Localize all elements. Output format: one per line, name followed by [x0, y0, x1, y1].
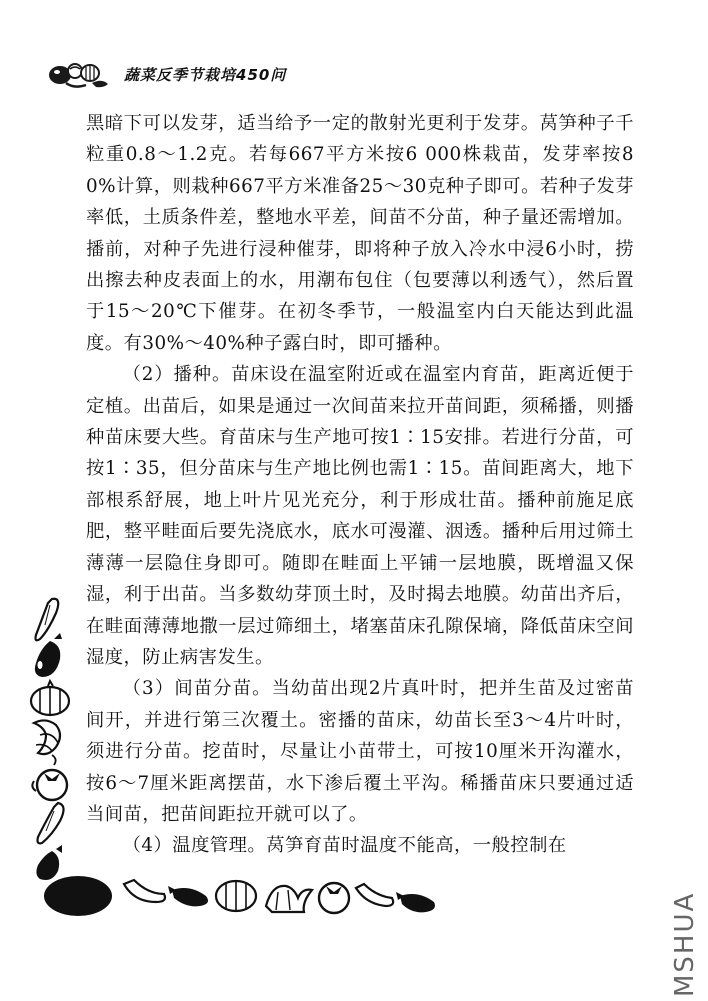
tomato-icon [319, 883, 349, 913]
eggplant-icon [396, 892, 435, 912]
pumpkin-icon [216, 881, 256, 911]
watermark-text: MSHUA [670, 891, 700, 997]
paragraph: （4）温度管理。莴笋育苗时温度不能高，一般控制在 [122, 835, 567, 857]
book-title: 蔬菜反季节栽培450问 [124, 65, 287, 84]
watermark [668, 885, 702, 997]
pumpkin-icon [31, 681, 69, 715]
paragraph: 黑暗下可以发芽，适当给予一定的散射光更利于发芽。莴笋种子千粒重0.8～1.2克。若每667平方米按6 000株栽苗，发芽率按80%计算，则栽种667平方米准备25～30克种子即可。若种子发芽率低，土质条件差，整地水平差，间苗不分苗，种子量还需增加。播前，对种子先进行浸种催芽，即将种子放入冷水中浸6小时，捞出擦去种皮表面上的水，用潮布包住（包要薄以利透气），然后置于15～20℃下催芽。在初冬季节，一般温室内白天能达到此温度。有30%～40%种子露白时，即可播种。 [86, 113, 634, 354]
pepper-cluster-icon [266, 886, 312, 912]
cucumber-icon [38, 803, 64, 843]
body-text [86, 108, 634, 862]
vegetable-cluster-icon [48, 58, 110, 90]
paragraph: （3）间苗分苗。当幼苗出现2片真叶时，把并生苗及过密苗间开，并进行第三次覆土。密播的苗床，幼苗长至3～4片叶时，须进行分苗。挖苗时，尽量让小苗带土，可按10厘米开沟灌水，按6～7厘米距离摆苗，水下渗后覆土平沟。稀播苗床只要通过适当间苗，把苗间距拉开就可以了。 [86, 678, 634, 825]
black-oval-icon [44, 876, 112, 916]
footer-decoration [40, 862, 440, 926]
pepper-cluster-icon [34, 720, 60, 765]
page-header [48, 58, 286, 90]
tomato-icon [32, 770, 67, 800]
cucumber-icon [356, 884, 393, 906]
margin-decoration [26, 595, 74, 885]
eggplant-icon [168, 886, 208, 906]
cucumber-icon [124, 880, 165, 902]
paragraph: （2）播种。苗床设在温室附近或在温室内育苗，距离近便于定植。出苗后，如果是通过一次间苗来拉开苗间距，须稀播，则播种苗床要大些。育苗床与生产地可按1∶15安排。若进行分苗，可按1∶35，但分苗床与生产地比例也需1∶15。苗间距离大，地下部根系舒展，地上叶片见光充分，利于形成壮苗。播种前施足底肥，整平畦面后要先浇底水，底水可漫灌、洇透。播种后用过筛土薄薄一层隐住身即可。随即在畦面上平铺一层地膜，既增温又保湿，利于出苗。当多数幼芽顶土时，及时揭去地膜。幼苗出齐后，在畦面薄薄地撒一层过筛细土，堵塞苗床孔隙保墒，降低苗床空间湿度，防止病害发生。 [86, 364, 634, 668]
cucumber-icon [36, 599, 59, 641]
